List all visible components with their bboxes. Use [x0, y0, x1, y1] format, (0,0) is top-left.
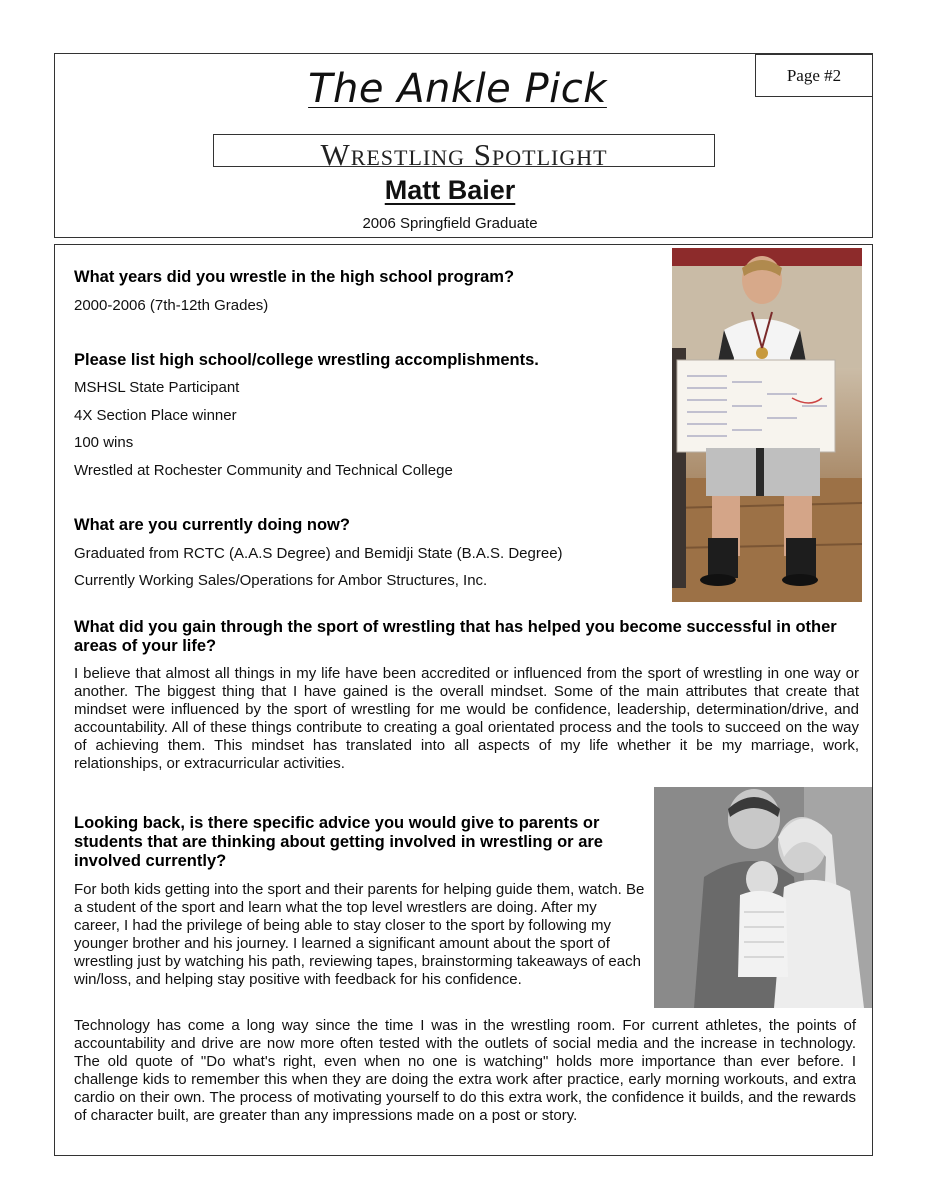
- question-accomplishments: Please list high school/college wrestling accomplishments.: [74, 351, 539, 369]
- answer-years: 2000-2006 (7th-12th Grades): [74, 297, 269, 314]
- section-title: Wrestling Spotlight: [320, 137, 608, 172]
- question-years: What years did you wrestle in the high school program?: [74, 268, 515, 286]
- accomplishment-item: MSHSL State Participant: [74, 379, 240, 396]
- answer-current-line: Graduated from RCTC (A.A.S Degree) and Bemidji State (B.A.S. Degree): [74, 545, 563, 562]
- answer-current-line: Currently Working Sales/Operations for Ambor Structures, Inc.: [74, 572, 488, 589]
- answer-gain: I believe that almost all things in my life have been accredited or influenced from the sport of wrestling in one way or another. The biggest thing that I have gained is the overall mindset. Some of the main attributes that create that mindset were influenced by the sport of wrestling for me would be confidence, leadership, determination/drive, and accountability. All of these things contribute to creating a goal orientated process and the tools to succeed on the way of achieving them. This mindset has translated into all aspects of my life whether it be my marriage, work, relationships, or extracurricular activities.: [74, 665, 859, 772]
- wrestler-photo: [672, 248, 862, 602]
- accomplishment-item: 4X Section Place winner: [74, 407, 237, 424]
- question-current: What are you currently doing now?: [74, 516, 350, 534]
- question-gain: What did you gain through the sport of wrestling that has helped you become successful in other areas of your life?: [74, 618, 837, 655]
- newsletter-title: The Ankle Pick: [308, 66, 607, 112]
- family-photo: [654, 787, 872, 1008]
- answer-technology: Technology has come a long way since the time I was in the wrestling room. For current athletes, the points of accountability and drive are now more often tested with the outlets of social media and the increase in technology. The old quote of "Do what's right, even when no one is watching" holds more importance than ever before. I challenge kids to remember this when they are doing the extra work after practice, early morning workouts, and extra cardio on their own. The process of motivating yourself to do this extra work, the confidence it builds, and the rewards of character built, are greater than any impressions made on a post or story.: [74, 1017, 856, 1124]
- question-advice: Looking back, is there specific advice you would give to parents or students that are thinking about getting involved in wrestling or are involved currently?: [74, 814, 603, 870]
- person-subtitle: 2006 Springfield Graduate: [362, 215, 538, 232]
- page-number: Page #2: [755, 54, 873, 97]
- answer-advice: For both kids getting into the sport and their parents for helping guide them, watch. Be a student of the sport and learn what the top level wrestlers are doing. After my career, I had the privilege of being able to stay closer to the sport by following my younger brother and his journey. I learned a significant amount about the sport of wrestling just by watching his path, reviewing tapes, brainstorming takeaways of each win/loss, and helping stay positive with feedback for his confidence.: [74, 881, 645, 988]
- accomplishment-item: Wrestled at Rochester Community and Technical College: [74, 462, 453, 479]
- accomplishment-item: 100 wins: [74, 434, 134, 451]
- person-name: Matt Baier: [384, 175, 516, 205]
